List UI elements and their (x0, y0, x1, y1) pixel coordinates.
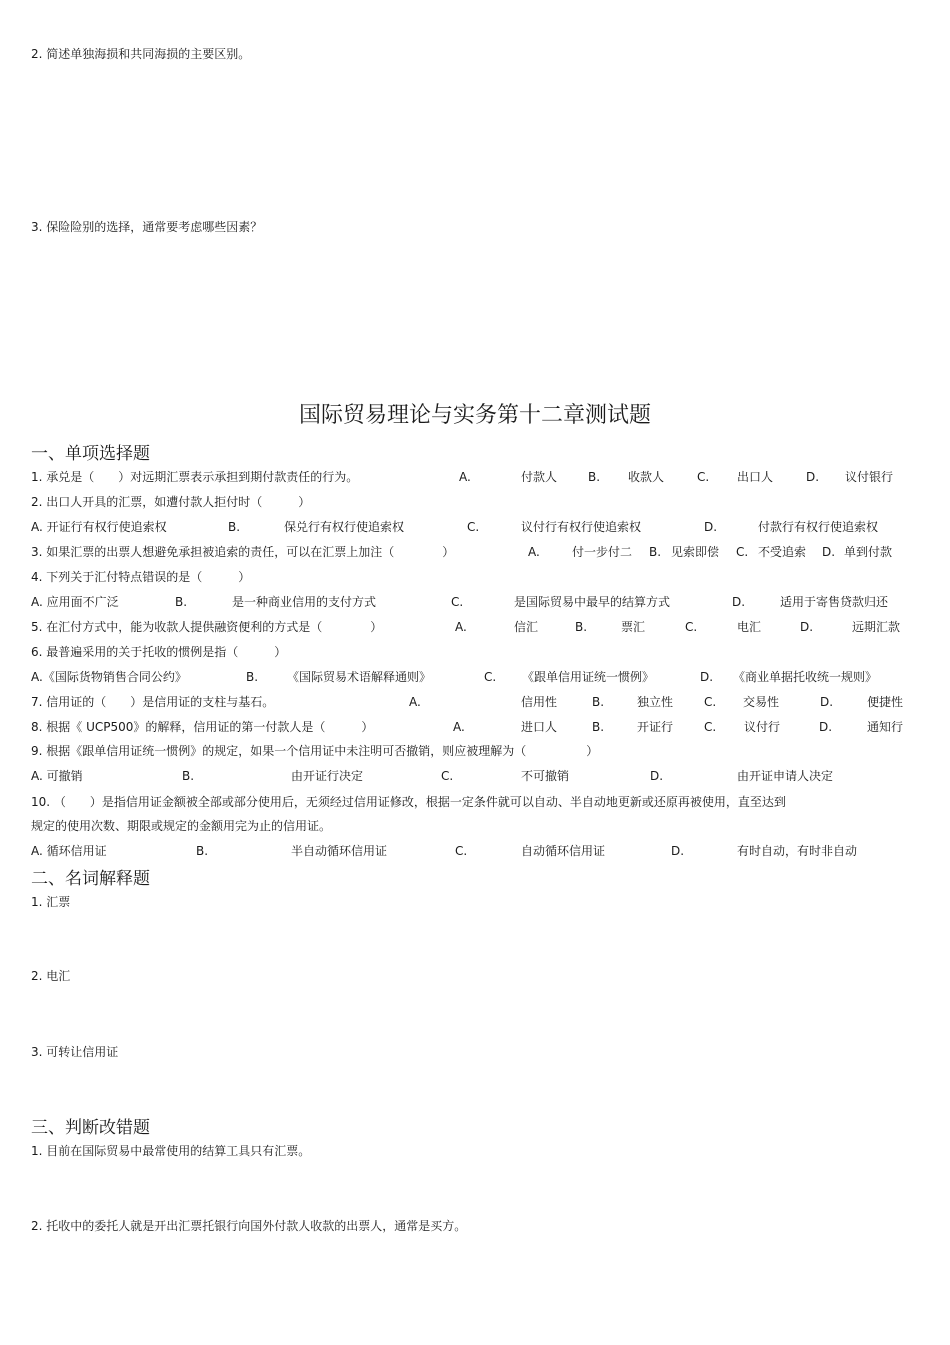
mcq-5-option-b: 票汇 (621, 620, 646, 634)
mcq-6-stem: 6. 最普遍采用的关于托收的惯例是指（ ） (31, 645, 287, 659)
mcq-3-option-d: 单到付款 (844, 545, 893, 559)
mcq-9-option-c: 不可撤销 (521, 769, 570, 783)
mcq-2-option-d-letter: D. (704, 520, 718, 534)
mcq-8-stem: 8. 根据《 UCP500》的解释，信用证的第一付款人是（ ） (31, 720, 374, 734)
mcq-10-stem-line-1: 10. （ ）是指信用证金额被全部或部分使用后，无须经过信用证修改，根据一定条件就可以自动、半自动地更新或还原再被使用，直至达到 (31, 795, 786, 809)
mcq-10-option-b: 半自动循环信用证 (291, 844, 388, 858)
mcq-1-option-b-letter: B. (588, 470, 601, 484)
mcq-7-option-d-letter: D. (820, 695, 834, 709)
mcq-7-option-a-letter: A. (409, 695, 421, 709)
mcq-4-option-c: 是国际贸易中最早的结算方式 (514, 595, 671, 609)
mcq-7-option-b: 独立性 (637, 695, 674, 709)
mcq-2-option-c-letter: C. (467, 520, 480, 534)
mcq-9-option-c-letter: C. (441, 769, 454, 783)
mcq-6-option-b-letter: B. (246, 670, 259, 684)
mcq-8-option-b-letter: B. (592, 720, 605, 734)
mcq-5-option-b-letter: B. (575, 620, 588, 634)
mcq-9-option-b: 由开证行决定 (291, 769, 364, 783)
mcq-8-option-c-letter: C. (704, 720, 717, 734)
mcq-6-option-c-letter: C. (484, 670, 497, 684)
mcq-2-stem: 2. 出口人开具的汇票，如遭付款人拒付时（ ） (31, 495, 311, 509)
mcq-5-option-c: 电汇 (737, 620, 762, 634)
mcq-3-stem: 3. 如果汇票的出票人想避免承担被追索的责任，可以在汇票上加注（ ） (31, 545, 455, 559)
mcq-1-stem: 1. 承兑是（ ）对远期汇票表示承担到期付款责任的行为。 (31, 470, 359, 484)
mcq-7-option-c-letter: C. (704, 695, 717, 709)
mcq-1-option-a-letter: A. (459, 470, 471, 484)
mcq-2-option-c: 议付行有权行使追索权 (521, 520, 642, 534)
mcq-2-option-b: 保兑行有权行使追索权 (284, 520, 405, 534)
mcq-3-option-b: 见索即偿 (671, 545, 720, 559)
mcq-7-option-b-letter: B. (592, 695, 605, 709)
mcq-7-option-c: 交易性 (743, 695, 780, 709)
mcq-6-option-a: A.《国际货物销售合同公约》 (31, 670, 187, 684)
mcq-7-option-a: 信用性 (521, 695, 558, 709)
page-title: 国际贸易理论与实务第十二章测试题 (298, 403, 651, 428)
mcq-5-option-d-letter: D. (800, 620, 814, 634)
mcq-10-stem-line-2: 规定的使用次数、期限或规定的金额用完为止的信用证。 (31, 819, 332, 833)
mcq-5-stem: 5. 在汇付方式中，能为收款人提供融资便利的方式是（ ） (31, 620, 383, 634)
mcq-9-stem: 9. 根据《跟单信用证统一惯例》的规定，如果一个信用证中未注明可否撤销，则应被理解为（ ） (31, 744, 599, 758)
mcq-10-option-d-letter: D. (671, 844, 685, 858)
mcq-5-option-d: 远期汇款 (852, 620, 901, 634)
mcq-1-option-d: 议付银行 (845, 470, 894, 484)
mcq-10-option-a: A. 循环信用证 (31, 844, 107, 858)
mcq-1-option-a: 付款人 (521, 470, 558, 484)
mcq-9-option-a: A. 可撤销 (31, 769, 83, 783)
mcq-8-option-a-letter: A. (453, 720, 465, 734)
section-heading-term-definitions: 二、名词解释题 (31, 869, 150, 889)
mcq-9-option-b-letter: B. (182, 769, 195, 783)
mcq-4-option-b: 是一种商业信用的支付方式 (232, 595, 377, 609)
mcq-3-option-c-letter: C. (736, 545, 749, 559)
mcq-10-option-b-letter: B. (196, 844, 209, 858)
mcq-1-option-b: 收款人 (628, 470, 665, 484)
judge-item-1: 1. 目前在国际贸易中最常使用的结算工具只有汇票。 (31, 1144, 311, 1158)
mcq-2-option-d: 付款行有权行使追索权 (758, 520, 879, 534)
mcq-7-option-d: 便捷性 (867, 695, 904, 709)
mcq-7-stem: 7. 信用证的（ ）是信用证的支柱与基石。 (31, 695, 275, 709)
mcq-6-option-c: 《跟单信用证统一惯例》 (522, 670, 655, 684)
term-item-2: 2. 电汇 (31, 969, 71, 983)
mcq-2-option-b-letter: B. (228, 520, 241, 534)
mcq-9-option-d: 由开证申请人决定 (737, 769, 834, 783)
term-item-1: 1. 汇票 (31, 895, 71, 909)
mcq-8-option-d: 通知行 (867, 720, 904, 734)
mcq-3-option-d-letter: D. (822, 545, 836, 559)
section-heading-true-false-correction: 三、判断改错题 (31, 1118, 150, 1138)
section-heading-single-choice: 一、单项选择题 (31, 444, 150, 464)
mcq-4-stem: 4. 下列关于汇付特点错误的是（ ） (31, 570, 251, 584)
mcq-10-option-c: 自动循环信用证 (521, 844, 606, 858)
mcq-2-option-a: A. 开证行有权行使追索权 (31, 520, 167, 534)
mcq-6-option-d-letter: D. (700, 670, 714, 684)
question-2-general-average: 2. 简述单独海损和共同海损的主要区别。 (31, 47, 251, 61)
mcq-8-option-c: 议付行 (744, 720, 781, 734)
question-3-insurance-coverage: 3. 保险险别的选择，通常要考虑哪些因素？ (31, 220, 263, 234)
mcq-1-option-d-letter: D. (806, 470, 820, 484)
mcq-3-option-a-letter: A. (528, 545, 540, 559)
mcq-4-option-a: A. 应用面不广泛 (31, 595, 119, 609)
mcq-8-option-d-letter: D. (819, 720, 833, 734)
term-item-3: 3. 可转让信用证 (31, 1045, 119, 1059)
mcq-4-option-d: 适用于寄售贷款归还 (780, 595, 889, 609)
mcq-9-option-d-letter: D. (650, 769, 664, 783)
mcq-6-option-d: 《商业单据托收统一规则》 (733, 670, 878, 684)
judge-item-2: 2. 托收中的委托人就是开出汇票托银行向国外付款人收款的出票人，通常是买方。 (31, 1219, 467, 1233)
mcq-3-option-b-letter: B. (649, 545, 662, 559)
mcq-8-option-b: 开证行 (637, 720, 674, 734)
mcq-6-option-b: 《国际贸易术语解释通则》 (287, 670, 432, 684)
mcq-10-option-c-letter: C. (455, 844, 468, 858)
mcq-4-option-b-letter: B. (175, 595, 188, 609)
mcq-10-option-d: 有时自动，有时非自动 (737, 844, 858, 858)
mcq-5-option-c-letter: C. (685, 620, 698, 634)
mcq-4-option-d-letter: D. (732, 595, 746, 609)
mcq-3-option-a: 付一步付二 (572, 545, 633, 559)
mcq-5-option-a: 信汇 (514, 620, 539, 634)
mcq-5-option-a-letter: A. (455, 620, 467, 634)
mcq-1-option-c: 出口人 (737, 470, 774, 484)
mcq-4-option-c-letter: C. (451, 595, 464, 609)
mcq-1-option-c-letter: C. (697, 470, 710, 484)
mcq-8-option-a: 进口人 (521, 720, 558, 734)
mcq-3-option-c: 不受追索 (758, 545, 807, 559)
